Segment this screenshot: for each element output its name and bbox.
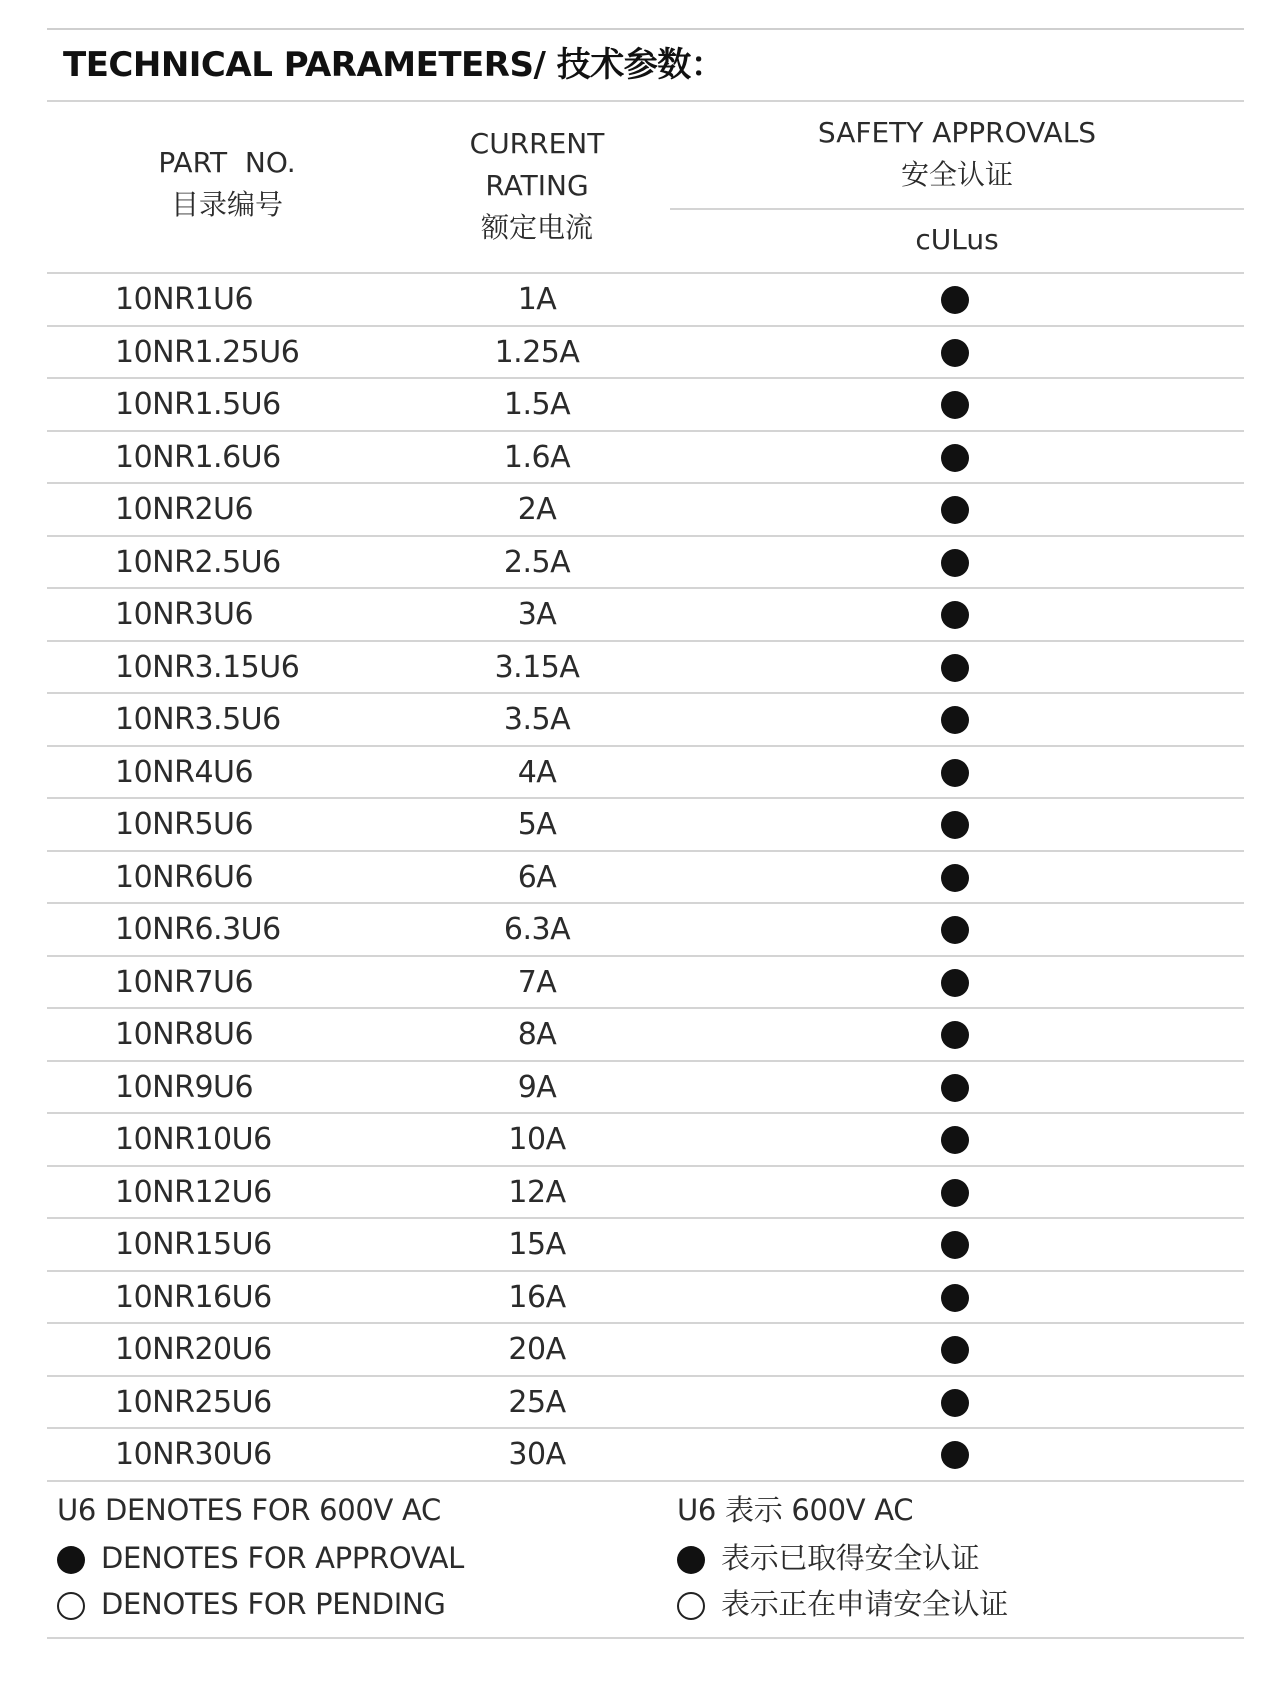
header-current-cn: 额定电流: [480, 211, 593, 244]
header-current-en1: CURRENT: [469, 127, 605, 160]
header-safety-en: SAFETY APPROVALS: [817, 116, 1097, 149]
part-number: 10NR2.5U6: [115, 544, 281, 580]
table-row: [47, 1167, 1244, 1220]
current-rating: 6A: [517, 859, 557, 895]
page-title: TECHNICAL PARAMETERS/ 技术参数：: [47, 30, 1244, 102]
note-pending-en: DENOTES FOR PENDING: [101, 1586, 446, 1621]
header-safety-approvals: [670, 112, 1244, 196]
part-number: 10NR20U6: [115, 1332, 272, 1367]
table-row: [47, 642, 1244, 695]
current-rating: 16A: [508, 1279, 566, 1315]
current-rating: 3.5A: [503, 702, 571, 737]
approved-dot-icon: [941, 1126, 969, 1154]
note-approval-cn: 表示已取得安全认证: [721, 1540, 980, 1575]
current-rating: 8A: [517, 1017, 557, 1052]
part-number: 10NR7U6: [115, 964, 254, 1000]
table-row: [47, 589, 1244, 642]
header-part-cn: 目录编号: [170, 188, 283, 221]
part-number: 10NR8U6: [115, 1017, 254, 1052]
approved-dot-icon: [941, 391, 969, 419]
table-row: [47, 484, 1244, 537]
current-rating: 25A: [508, 1384, 566, 1420]
part-number: 10NR1.6U6: [115, 439, 281, 475]
note-pending-cn: 表示正在申请安全认证: [721, 1586, 1009, 1621]
table-row: [47, 694, 1244, 747]
part-number: 10NR1.5U6: [115, 387, 281, 422]
approved-dot-icon: [941, 811, 969, 839]
header-part-no: [47, 142, 407, 226]
current-rating: 1.6A: [503, 439, 571, 475]
current-rating: 3.15A: [494, 649, 580, 685]
approved-dot-icon: [941, 1179, 969, 1207]
current-rating: 1.25A: [494, 334, 580, 370]
current-rating: 12A: [508, 1174, 566, 1210]
open-circle-icon: [57, 1592, 85, 1620]
part-number: 10NR1U6: [115, 282, 254, 317]
approved-dot-icon: [941, 286, 969, 314]
note-u6-cn: U6 表示 600V AC: [677, 1492, 914, 1527]
part-number: 10NR4U6: [115, 754, 254, 790]
approved-dot-icon: [941, 706, 969, 734]
part-number: 10NR10U6: [115, 1122, 272, 1157]
legend-notes: [47, 1482, 1244, 1639]
table-row: [47, 537, 1244, 590]
header-current-rating: [407, 123, 667, 249]
approved-dot-icon: [941, 1441, 969, 1469]
approved-dot-icon: [941, 549, 969, 577]
table-row: [47, 1009, 1244, 1062]
approved-dot-icon: [941, 759, 969, 787]
current-rating: 2A: [517, 492, 557, 527]
part-number: 10NR5U6: [115, 807, 254, 842]
approved-dot-icon: [941, 444, 969, 472]
approved-dot-icon: [941, 864, 969, 892]
table-row: [47, 852, 1244, 905]
approved-dot-icon: [941, 1389, 969, 1417]
approved-dot-icon: [941, 1231, 969, 1259]
part-number: 10NR12U6: [115, 1174, 272, 1210]
part-number: 10NR3U6: [115, 597, 254, 632]
header-safety-cn: 安全认证: [900, 158, 1013, 191]
filled-circle-icon: [677, 1546, 705, 1574]
current-rating: 5A: [517, 807, 557, 842]
table-row: [47, 957, 1244, 1010]
part-number: 10NR30U6: [115, 1437, 272, 1472]
table-row: [47, 1062, 1244, 1115]
current-rating: 1A: [517, 282, 557, 317]
table-row: [47, 799, 1244, 852]
approved-dot-icon: [941, 916, 969, 944]
current-rating: 7A: [517, 964, 557, 1000]
table-row: [47, 1219, 1244, 1272]
approved-dot-icon: [941, 1284, 969, 1312]
approved-dot-icon: [941, 1021, 969, 1049]
approved-dot-icon: [941, 654, 969, 682]
table-row: [47, 1429, 1244, 1482]
header-culus: cULus: [915, 223, 999, 256]
table-row: [47, 1114, 1244, 1167]
current-rating: 1.5A: [503, 387, 571, 422]
table-header: [47, 102, 1244, 274]
approved-dot-icon: [941, 1074, 969, 1102]
current-rating: 6.3A: [503, 912, 571, 947]
technical-parameters-sheet: [47, 28, 1244, 1639]
part-number: 10NR6.3U6: [115, 912, 281, 947]
note-u6-en: U6 DENOTES FOR 600V AC: [57, 1492, 441, 1527]
current-rating: 2.5A: [503, 544, 571, 580]
current-rating: 30A: [508, 1437, 566, 1472]
approved-dot-icon: [941, 1336, 969, 1364]
approved-dot-icon: [941, 339, 969, 367]
part-number: 10NR15U6: [115, 1227, 272, 1262]
part-number: 10NR3.5U6: [115, 702, 281, 737]
table-row: [47, 904, 1244, 957]
table-row: [47, 1377, 1244, 1430]
approved-dot-icon: [941, 969, 969, 997]
part-number: 10NR6U6: [115, 859, 254, 895]
part-number: 10NR1.25U6: [115, 334, 300, 370]
part-number: 10NR9U6: [115, 1069, 254, 1105]
current-rating: 20A: [508, 1332, 566, 1367]
approved-dot-icon: [941, 601, 969, 629]
table-row: [47, 274, 1244, 327]
part-number: 10NR3.15U6: [115, 649, 300, 685]
table-row: [47, 432, 1244, 485]
current-rating: 9A: [517, 1069, 557, 1105]
current-rating: 15A: [508, 1227, 566, 1262]
filled-circle-icon: [57, 1546, 85, 1574]
table-body: [47, 274, 1244, 1482]
part-number: 10NR25U6: [115, 1384, 272, 1420]
part-number: 10NR16U6: [115, 1279, 272, 1315]
table-row: [47, 747, 1244, 800]
approved-dot-icon: [941, 496, 969, 524]
part-number: 10NR2U6: [115, 492, 254, 527]
current-rating: 10A: [508, 1122, 566, 1157]
table-row: [47, 1324, 1244, 1377]
header-subdivider: [670, 208, 1244, 210]
table-row: [47, 327, 1244, 380]
current-rating: 4A: [517, 754, 557, 790]
current-rating: 3A: [517, 597, 557, 632]
note-approval-en: DENOTES FOR APPROVAL: [101, 1540, 464, 1575]
header-part-en: PART NO.: [158, 146, 296, 179]
open-circle-icon: [677, 1592, 705, 1620]
header-current-en2: RATING: [485, 169, 589, 202]
table-row: [47, 1272, 1244, 1325]
table-row: [47, 379, 1244, 432]
